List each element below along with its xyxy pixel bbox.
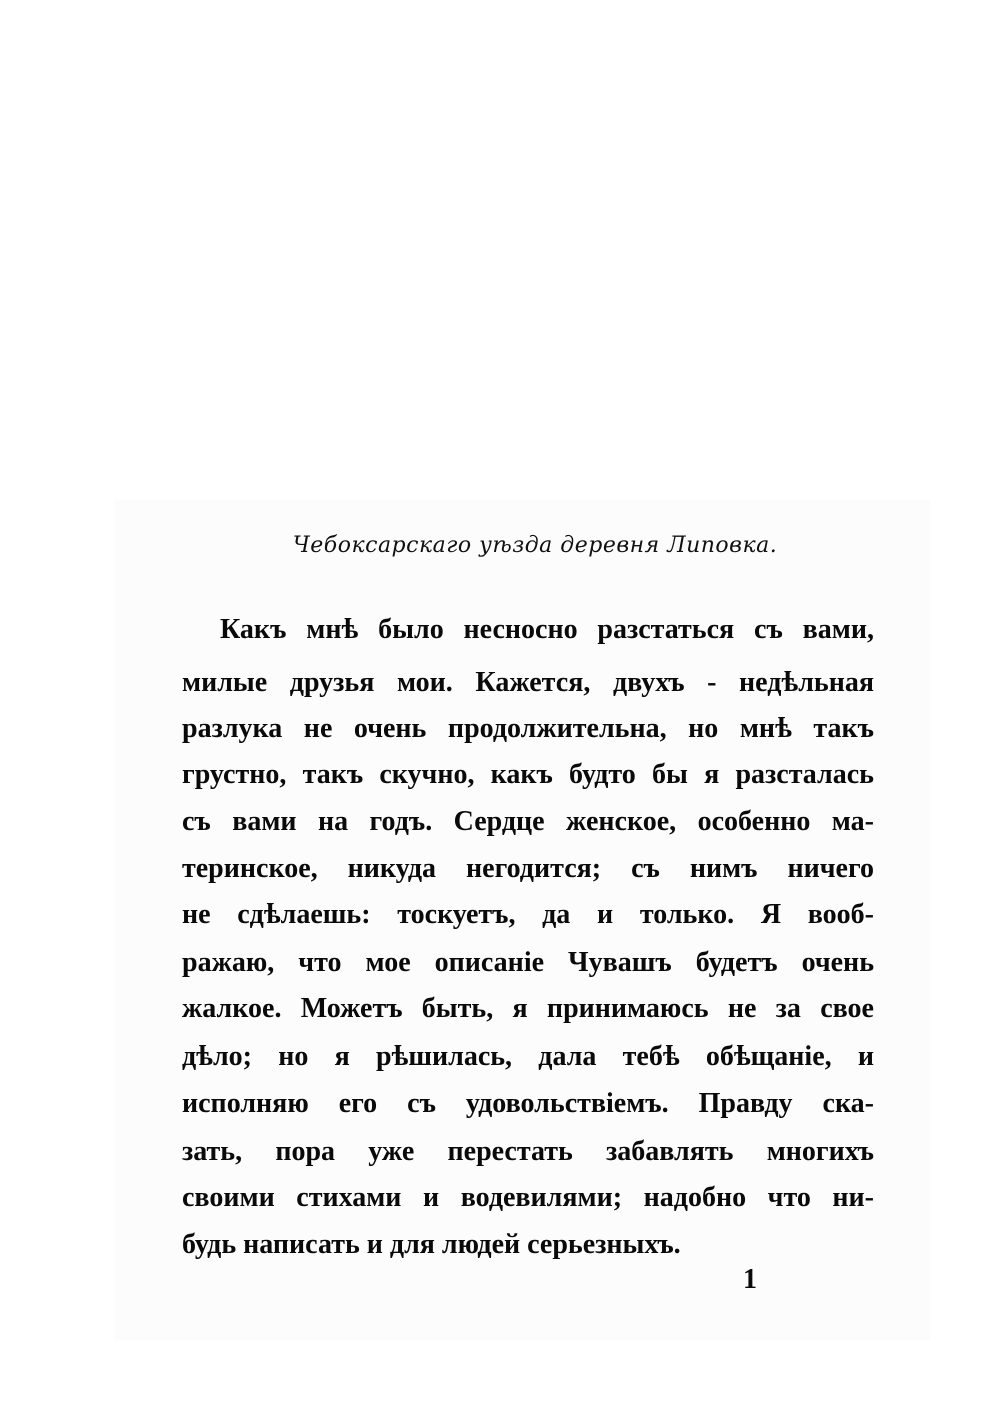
body-line: теринское, никуда негодится; съ нимъ ничего — [182, 853, 874, 884]
body-line: не сдѣлаешь: тоскуетъ, да и только. Я вооб- — [182, 899, 874, 930]
body-line: ражаю, что мое описаніе Чувашъ будетъ очень — [182, 947, 874, 978]
body-line: своими стихами и водевилями; надобно что ни- — [182, 1182, 874, 1213]
body-line: зать, пора уже перестать забавлять многихъ — [182, 1136, 874, 1167]
body-line: милые друзья мои. Кажется, двухъ - недѣльная — [182, 667, 874, 698]
body-line: исполняю его съ удовольствіемъ. Правду ска- — [182, 1088, 874, 1119]
chapter-heading: Чебоксарскаго уѣзда деревня Липовка. — [292, 533, 778, 558]
page-number: 1 — [743, 1264, 757, 1295]
body-line: Какъ мнѣ было несносно разстаться съ вами, — [220, 614, 874, 645]
body-line: съ вами на годъ. Сердце женское, особенно ма- — [182, 806, 874, 837]
body-line: дѣло; но я рѣшилась, дала тебѣ обѣщаніе, и — [182, 1041, 874, 1072]
body-line: разлука не очень продолжительна, но мнѣ такъ — [182, 713, 874, 744]
body-line: грустно, такъ скучно, какъ будто бы я разсталась — [182, 759, 874, 790]
body-line: жалкое. Можетъ быть, я принимаюсь не за свое — [182, 993, 874, 1024]
body-line: будь написать и для людей серьезныхъ. — [182, 1229, 681, 1260]
